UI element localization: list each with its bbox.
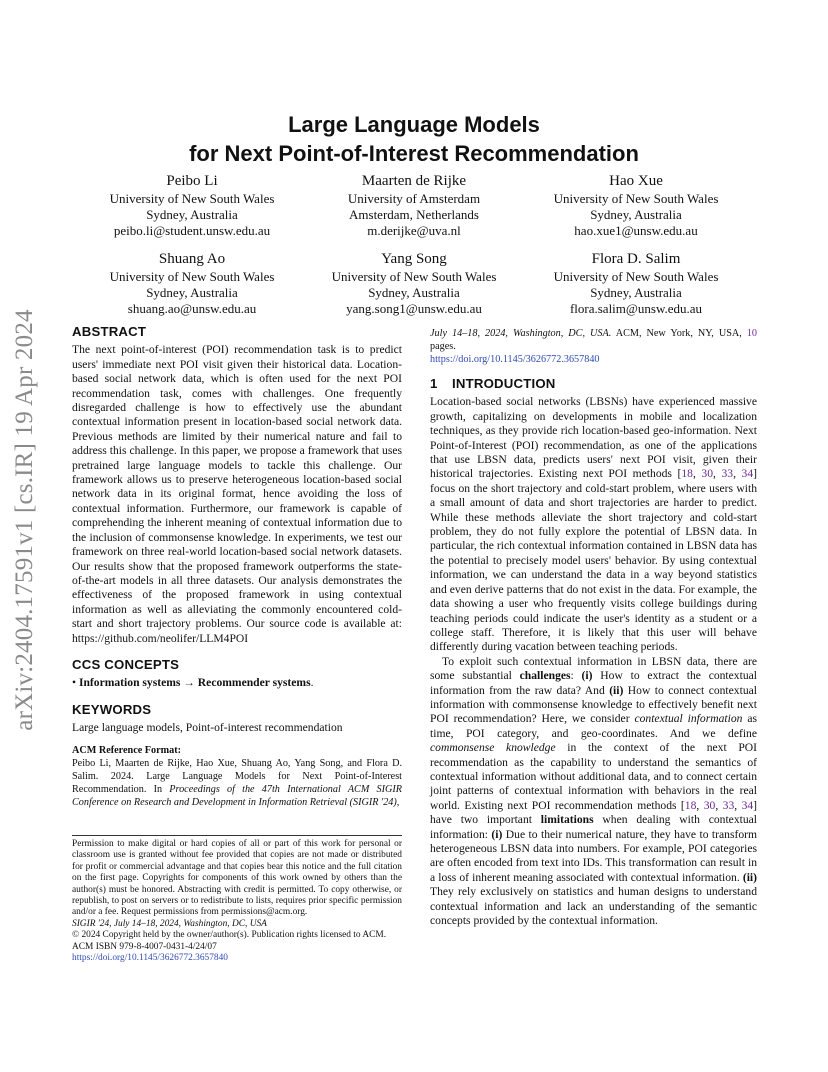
acm-reference (72, 744, 402, 810)
author-location: Sydney, Australia (590, 207, 682, 222)
commonsense-knowledge-term: commonsense knowledge (430, 741, 556, 755)
intro-p2-text: as time, POI category, and geo-coordinates. And we define (430, 712, 757, 740)
acm-reference-proceedings: Proceedings of the 47th International ACM SIGIR Conference on Research and Development in Information Retrieval (SIGIR '24), (72, 784, 402, 809)
intro-p1-text: Location-based social networks (LBSNs) have experienced massive growth, capitalizing on developments in mobile and localization techniques, as they provide rich location-based geo-information. Next Point-of-Interest (POI) recommendation, as one of the applications that use LBSN data, predicts users' next POI visit, given their historical trajectories. Existing next POI methods [ (430, 395, 757, 481)
intro-p2-text: when dealing with contextual information: (430, 813, 757, 841)
author-location: Sydney, Australia (368, 285, 460, 300)
author-name: Shuang Ao (158, 251, 226, 267)
acm-reference-continued (430, 327, 757, 367)
isbn-line: ACM ISBN 979-8-4007-0431-4/24/07 (72, 941, 217, 952)
intro-p2-text: They rely exclusively on statistics and human designs to understand contextual information and lack an understanding of the semantic concepts provided by the contextual information. (430, 885, 757, 928)
footnote-venue (72, 919, 402, 930)
item-marker: (i) (581, 669, 593, 683)
ccs-item: Information systems → Recommender systems (78, 676, 311, 690)
author-affiliation: University of New South Wales (553, 191, 719, 206)
author-location: Sydney, Australia (146, 285, 238, 300)
author-name: Yang Song (381, 251, 447, 267)
keywords-text: Large language models, Point-of-interest recommendation (72, 721, 343, 735)
copyright-line: © 2024 Copyright held by the owner/author(s). Publication rights licensed to ACM. (72, 930, 387, 941)
author-block (516, 250, 756, 317)
ccs-concepts (72, 676, 402, 690)
author-name: Peibo Li (166, 173, 218, 189)
footnote (72, 839, 402, 964)
author-name: Maarten de Rijke (361, 173, 467, 189)
author-name: Hao Xue (609, 173, 663, 189)
author-affiliation: University of New South Wales (109, 269, 275, 284)
abstract-text: The next point-of-interest (POI) recommendation task is to predict users' immediate next POI visit given their historical data. Location-based social network data, which is often used for the next POI recommendation task, comes with challenges. One frequently disregarded challenge is how to effectively use the abundant contextual information present in location-based social network data. Previous methods are limited by their numerical nature and fail to address this challenge. In this paper, we propose a framework that uses pretrained large language models to tackle this challenge. Our framework allows us to preserve heterogeneous location-based social network data in its original format, hence avoiding the loss of contextual information. Furthermore, our framework is capable of comprehending the inherent meaning of contextual information due to the inclusion of commonsense knowledge. In experiments, we test our framework on three real-world location-based social network datasets. Our results show that the proposed framework outperforms the state-of-the-art models in all three datasets. Our analysis demonstrates the effectiveness of the proposed framework in using contextual information as well as alleviating the commonly encountered cold-start and short trajectory problems. Our source code is available at: https://github.com/neolifer/LLM4POI (72, 343, 402, 645)
item-marker: (i) (491, 827, 503, 841)
page-count-link[interactable]: 10 (746, 328, 758, 339)
intro-paragraph-1: Location-based social networks (LBSNs) have experienced massive growth, capitalizing on developments in mobile and localization techniques, as they provide rich location-based geo-information. Next Point-of-Interest (POI) recommendation, as one of the applications that use LBSN data, predicts users' next POI visit, given their historical trajectories. Existing next POI methods [18, 30, 33, 34] focus on the short trajectory and cold-start problem, where users with a small amount of data and short trajectories are harder to predict. While these methods alleviate the short trajectory and cold-start problem, they do not fully explore the potential of LBSN data. In particular, the rich contextual information contained in LBSN data has the potential to precisely model users' behavior. By using contextual information, we can understand the data in a way beyond statistics and even derive patterns that do not exist in the data. For example, the data showing a user who frequently visits college buildings during teaching periods could indicate the user's identity as a student or a college staff. Therefore, it is likely that this user will behave differently during vacation between teaching periods. (430, 395, 758, 654)
author-location: Amsterdam, Netherlands (349, 207, 479, 222)
intro-p2-text: To exploit such contextual information in LBSN data, there are some substantial (430, 654, 757, 683)
ccs-bullet: • (72, 676, 77, 690)
right-column (430, 377, 757, 928)
limitations-term: limitations (540, 813, 594, 827)
intro-p2-text: How to connect contextual information with commonsense knowledge to effectively benefit next POI recommendation? Here, we consider (430, 683, 757, 726)
citation-link[interactable]: 34 (741, 467, 754, 481)
author-email: yang.song1@unsw.edu.au (346, 301, 482, 316)
author-affiliation: University of New South Wales (331, 269, 497, 284)
intro-p2-text: : (570, 669, 582, 683)
acm-reference-heading: ACM Reference Format: (72, 744, 181, 756)
citation-link[interactable]: 18 (684, 798, 697, 812)
section-title: INTRODUCTION (452, 376, 556, 391)
left-column (72, 325, 402, 810)
challenges-term: challenges (519, 669, 571, 683)
intro-paragraph-2: To exploit such contextual information in LBSN data, there are some substantial challenges: (i) How to extract the contextual information from the raw data? And (ii) How to connect contextual information with commonsense knowledge to effectively benefit next POI recommendation? Here, we consider contextual information as time, POI category, and geo-coordinates. And we define commonsense knowledge in the context of the next POI recommendation as the capability to understand the semantics of contextual information without additional data, and to connect certain joint patterns of contextual information with behaviors in the real world. Existing next POI recommendation methods [18, 30, 33, 34] have two important limitations when dealing with contextual information: (i) Due to their numerical nature, they have to transform heterogeneous LBSN data into numbers. For example, POI categories are often encoded from text into IDs. This transformation can result in a loss of inherent meaning associated with contextual information. (ii) They rely exclusively on statistics and human designs to understand contextual information and lack an understanding of the semantic concepts provided by the contextual information. (430, 654, 758, 928)
footnote-doi-link[interactable]: https://doi.org/10.1145/3626772.3657840 (72, 953, 228, 964)
citation-link[interactable]: 30 (701, 467, 714, 481)
author-block (516, 172, 756, 239)
author-block (294, 172, 534, 239)
author-email: flora.salim@unsw.edu.au (569, 301, 703, 316)
arxiv-identifier: arXiv:2404.17591v1 [cs.IR] 19 Apr 2024 (11, 309, 38, 731)
venue-line: SIGIR '24, July 14–18, 2024, Washington, DC, USA (72, 918, 267, 929)
citation-link[interactable]: 33 (722, 798, 735, 812)
author-email: m.derijke@uva.nl (367, 223, 461, 238)
footnote-rule (72, 835, 402, 836)
author-affiliation: University of New South Wales (553, 269, 719, 284)
intro-p2-text: ] have two important (430, 798, 758, 827)
paper-title (0, 110, 828, 168)
citation-link[interactable]: 30 (703, 798, 716, 812)
permission-notice: Permission to make digital or hard copies of all or part of this work for personal or classroom use is granted without fee provided that copies are not made or distributed for profit or commercial advantage and that copies bear this notice and the full citation on the first page. Copyrights for components of this work owned by others than the author(s) must be honored. Abstracting with credit is permitted. To copy otherwise, or republish, to post on servers or to redistribute to lists, requires prior specific permission and/or a fee. Request permissions from permissions@acm.org. (72, 839, 402, 918)
author-block (72, 172, 312, 239)
citation-link[interactable]: 34 (741, 798, 754, 812)
abstract-heading: ABSTRACT (72, 324, 147, 339)
citation-link[interactable]: 18 (681, 467, 693, 481)
introduction-heading (430, 377, 757, 391)
citation-link[interactable]: 33 (721, 467, 734, 481)
intro-p2-text: Due to their numerical nature, they have to transform heterogeneous LBSN data into numbers. For example, POI categories are often encoded from text into IDs. This transformation can result in a loss of inherent meaning associated with contextual information. (430, 827, 758, 884)
author-location: Sydney, Australia (590, 285, 682, 300)
item-marker: (ii) (609, 683, 624, 697)
author-location: Sydney, Australia (146, 207, 238, 222)
section-number: 1 (430, 376, 438, 391)
acm-reference-venue: July 14–18, 2024, Washington, DC, USA. (430, 328, 612, 339)
intro-p2-text: How to extract the contextual information from the raw data? And (430, 669, 757, 697)
author-email: shuang.ao@unsw.edu.au (127, 301, 257, 316)
ccs-heading: CCS CONCEPTS (72, 656, 180, 672)
keywords-heading: KEYWORDS (72, 701, 152, 717)
acm-reference-authors: Peibo Li, Maarten de Rijke, Hao Xue, Shuang Ao, Yang Song, and Flora D. Salim. 2024. Large Language Models for Next Point-of-Interest Recommendation. In (72, 757, 402, 796)
title-line-2: for Next Point-of-Interest Recommendation (189, 141, 639, 166)
pages-word: pages. (430, 341, 456, 353)
author-name: Flora D. Salim (591, 251, 681, 267)
ccs-end: . (310, 676, 314, 690)
intro-p2-text: in the context of the next POI recommendation as the capability to understand the semantics of contextual information without additional data, and to connect certain joint patterns of contextual information with behaviors in the real world. Existing next POI recommendation methods [ (430, 741, 758, 812)
author-email: peibo.li@student.unsw.edu.au (113, 223, 271, 238)
title-line-1: Large Language Models (288, 112, 540, 137)
item-marker: (ii) (742, 870, 757, 884)
contextual-information-term: contextual information (634, 712, 743, 726)
author-block (72, 250, 312, 317)
acm-reference-publisher: ACM, New York, NY, USA, (611, 328, 747, 339)
author-affiliation: University of Amsterdam (347, 191, 481, 206)
author-affiliation: University of New South Wales (109, 191, 275, 206)
acm-reference-doi-link[interactable]: https://doi.org/10.1145/3626772.3657840 (430, 354, 600, 366)
author-block (294, 250, 534, 317)
author-email: hao.xue1@unsw.edu.au (574, 223, 698, 238)
intro-p1-text: ] focus on the short trajectory and cold-start problem, where users with a small amount of data and short trajectories are harder to predict. While these methods alleviate the short trajectory and cold-start problem, they do not fully explore the potential of LBSN data. In particular, the rich contextual information contained in LBSN data has the potential to precisely model users' behavior. By using contextual information, we can understand the data in a way beyond statistics and even derive patterns that do not exist in the data. For example, the data showing a user who frequently visits college buildings during teaching periods could indicate the user's identity as a student or a college staff. Therefore, it is likely that this user will behave differently during vacation between teaching periods. (430, 467, 758, 654)
